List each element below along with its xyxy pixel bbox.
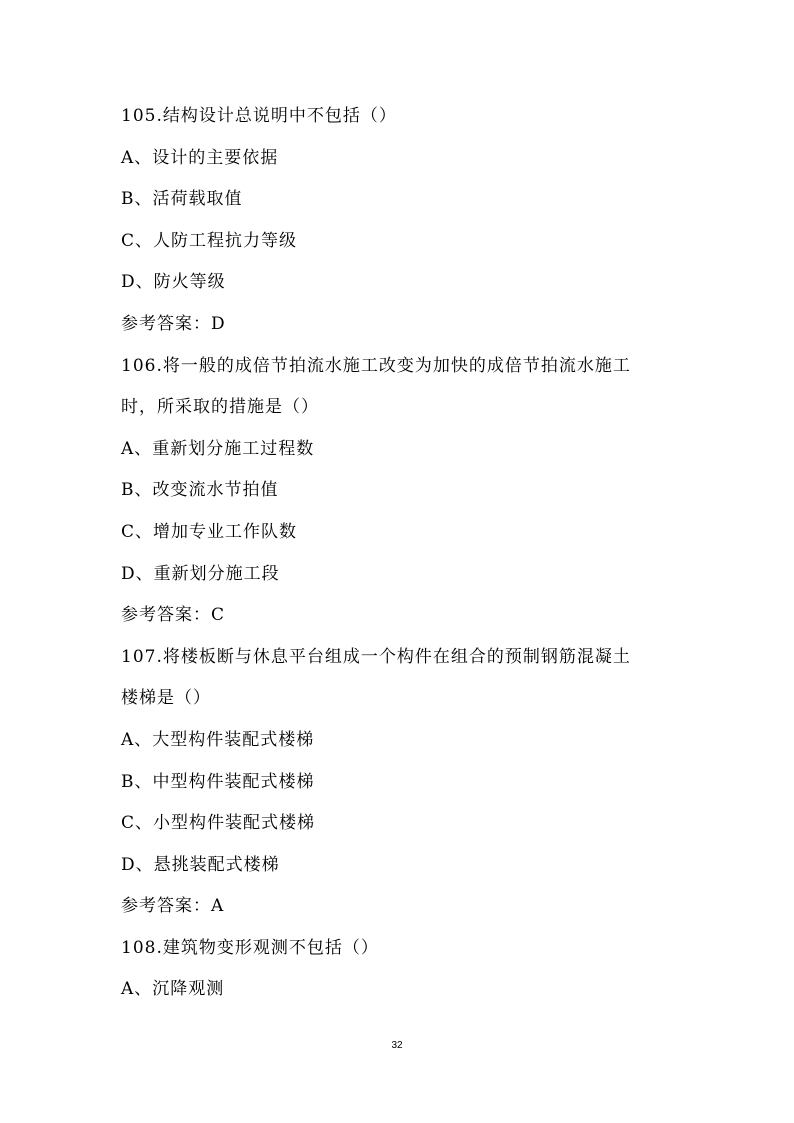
question-stem: 105.结构设计总说明中不包括（）	[121, 106, 397, 126]
option-a: A、重新划分施工过程数	[121, 438, 315, 459]
option-d: D、重新划分施工段	[121, 563, 280, 584]
answer: 参考答案：A	[121, 896, 225, 917]
option-c: C、小型构件装配式楼梯	[121, 813, 316, 834]
question-stem-continued: 时，所采取的措施是（）	[121, 397, 319, 418]
question-stem: 107.将楼板断与休息平台组成一个构件在组合的预制钢筋混凝土	[121, 646, 631, 667]
option-d: D、悬挑装配式楼梯	[121, 854, 280, 875]
answer: 参考答案：C	[121, 605, 226, 626]
question-stem: 106.将一般的成倍节拍流水施工改变为加快的成倍节拍流水施工	[121, 355, 631, 376]
question-stem: 108.建筑物变形观测不包括（）	[121, 937, 379, 958]
option-b: B、中型构件装配式楼梯	[121, 771, 315, 792]
option-a: A、大型构件装配式楼梯	[121, 729, 315, 750]
option-c: C、人防工程抗力等级	[121, 230, 298, 251]
question-stem-continued: 楼梯是（）	[121, 688, 211, 709]
option-c: C、增加专业工作队数	[121, 521, 298, 542]
option-a: A、设计的主要依据	[121, 147, 279, 168]
answer: 参考答案：D	[121, 313, 226, 334]
page-number: 32	[391, 1040, 403, 1051]
option-b: B、改变流水节拍值	[121, 480, 279, 501]
option-d: D、防火等级	[121, 272, 226, 293]
option-a: A、沉降观测	[121, 979, 225, 1000]
question-list	[121, 96, 681, 1011]
option-b: B、活荷载取值	[121, 189, 243, 210]
